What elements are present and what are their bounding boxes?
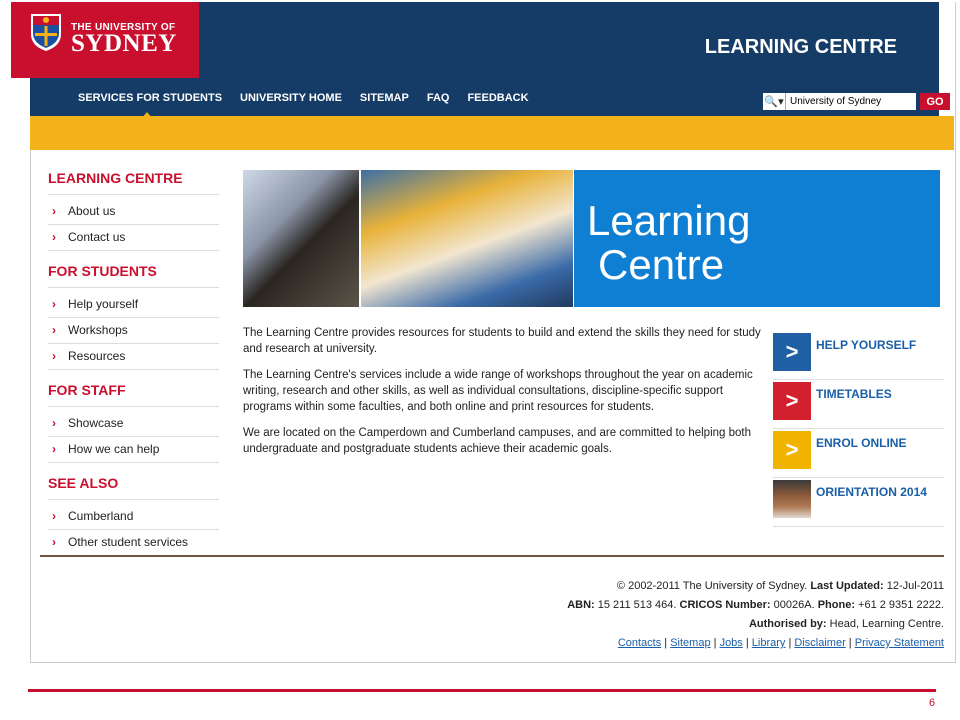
person-photo-icon — [773, 480, 811, 518]
sidebar-item-label: Cumberland — [68, 509, 134, 523]
sidebar-item-label: How we can help — [68, 442, 160, 456]
search-bar — [763, 93, 950, 110]
logo-text-university-of: THE UNIVERSITY OF — [71, 22, 176, 33]
phone-value: +61 2 9351 2222. — [858, 599, 944, 611]
abn-label: ABN: — [567, 599, 595, 611]
sidebar-group-learning-centre — [48, 170, 219, 251]
copyright-text: © 2002-2011 The University of Sydney. — [616, 580, 808, 592]
sidebar-item-label: Contact us — [68, 230, 126, 244]
footer-copyright — [567, 577, 944, 596]
footer-link-contacts[interactable]: Contacts — [617, 637, 662, 649]
sidebar-heading[interactable]: FOR STAFF — [48, 382, 219, 407]
footer-link-jobs[interactable]: Jobs — [719, 637, 743, 649]
footer-registration — [567, 596, 944, 615]
sidebar-item-label: Showcase — [68, 416, 124, 430]
nav-sitemap[interactable]: SITEMAP — [359, 92, 409, 104]
cricos-label: CRICOS Number: — [679, 599, 771, 611]
footer-link-sitemap[interactable]: Sitemap — [670, 637, 711, 649]
quick-links — [773, 331, 944, 527]
chevron-right-icon: › — [52, 509, 56, 523]
arrow-right-icon: > — [773, 382, 811, 420]
chevron-right-icon: › — [52, 416, 56, 430]
logo-text-sydney: SYDNEY — [71, 30, 177, 57]
quicklink-label: ENROL ONLINE — [816, 436, 907, 450]
search-icon[interactable]: 🔍▾ — [763, 93, 786, 110]
sidebar-item-workshops[interactable] — [48, 318, 219, 344]
hero-banner — [243, 170, 940, 307]
sidebar-item-resources[interactable] — [48, 344, 219, 370]
footer-link-library[interactable]: Library — [751, 637, 786, 649]
sidebar-item-about-us[interactable] — [48, 199, 219, 225]
intro-paragraph: The Learning Centre provides resources for students to build and extend the skills they need for study and research at university. — [243, 327, 761, 355]
quicklink-label: ORIENTATION 2014 — [816, 485, 927, 499]
sidebar-item-label: Resources — [68, 349, 126, 363]
nav-university-home[interactable]: UNIVERSITY HOME — [240, 92, 342, 104]
quicklink-label: TIMETABLES — [816, 387, 892, 401]
crest-icon — [29, 12, 63, 52]
sidebar-item-label: Help yourself — [68, 297, 139, 311]
footer-authorised — [567, 615, 944, 634]
chevron-right-icon: › — [52, 297, 56, 311]
quicklink-help-yourself[interactable] — [773, 331, 944, 380]
nav-feedback[interactable]: FEEDBACK — [467, 92, 529, 104]
sidebar-item-other-student-services[interactable] — [48, 530, 219, 556]
footer-link-disclaimer[interactable]: Disclaimer — [794, 637, 846, 649]
sidebar — [48, 170, 219, 568]
cricos-value: 00026A. — [773, 599, 815, 611]
sidebar-item-contact-us[interactable] — [48, 225, 219, 251]
chevron-right-icon: › — [52, 230, 56, 244]
search-input[interactable] — [786, 93, 916, 110]
footer-link-privacy-statement[interactable]: Privacy Statement — [854, 637, 944, 649]
sidebar-item-label: Other student services — [68, 535, 189, 549]
footer-links: Contacts | Sitemap | Jobs | Library | Disclaimer | Privacy Statement — [617, 637, 944, 649]
sidebar-item-cumberland[interactable] — [48, 504, 219, 530]
abn-value: 15 211 513 464. — [597, 599, 677, 611]
footer-divider — [40, 555, 944, 557]
location-paragraph: We are located on the Camperdown and Cumberland campuses, and are committed to helping both undergraduate and postgraduate students achieve their academic goals. — [243, 427, 751, 455]
nav-faq[interactable]: FAQ — [426, 92, 450, 104]
sidebar-item-label: About us — [68, 204, 116, 218]
sidebar-heading[interactable]: SEE ALSO — [48, 475, 219, 500]
slide-bottom-rule — [28, 689, 936, 692]
chevron-right-icon: › — [52, 535, 56, 549]
page-footer — [567, 577, 944, 653]
students-photo-image — [361, 170, 573, 307]
last-updated-value: 12-Jul-2011 — [886, 580, 944, 592]
gold-band — [30, 116, 954, 150]
last-updated-label: Last Updated: — [810, 580, 884, 592]
quicklink-enrol-online[interactable] — [773, 429, 944, 478]
phone-label: Phone: — [817, 599, 855, 611]
page-number: 6 — [929, 697, 936, 709]
chevron-right-icon: › — [52, 323, 56, 337]
quicklink-timetables[interactable] — [773, 380, 944, 429]
main-content — [243, 325, 763, 467]
nav-services-for-students[interactable]: SERVICES FOR STUDENTS — [78, 92, 223, 104]
authorised-label: Authorised by: — [748, 618, 827, 630]
university-logo[interactable] — [11, 2, 199, 78]
banner-title-line2: Centre — [598, 241, 725, 288]
sidebar-item-help-yourself[interactable] — [48, 292, 219, 318]
sidebar-group-for-students — [48, 263, 219, 370]
sidebar-heading[interactable]: FOR STUDENTS — [48, 263, 219, 288]
chevron-right-icon: › — [52, 204, 56, 218]
arrow-right-icon: > — [773, 333, 811, 371]
search-go-button[interactable]: GO — [920, 93, 950, 110]
sidebar-item-how-we-can-help[interactable] — [48, 437, 219, 463]
sidebar-heading[interactable]: LEARNING CENTRE — [48, 170, 219, 195]
sidebar-item-showcase[interactable] — [48, 411, 219, 437]
arrow-right-icon: > — [773, 431, 811, 469]
authorised-value: Head, Learning Centre. — [829, 618, 944, 630]
banner-title-line1: Learning — [587, 197, 751, 244]
thinker-statue-image — [243, 170, 359, 307]
services-paragraph: The Learning Centre's services include a wide range of workshops throughout the year on academic writing, research and other skills, as well as individual consultations, discipline-specific support programs within some faculties, and both online and print resources for students. — [243, 369, 753, 413]
sidebar-item-label: Workshops — [68, 323, 128, 337]
chevron-right-icon: › — [52, 442, 56, 456]
quicklink-label: HELP YOURSELF — [816, 338, 917, 352]
quicklink-orientation-2014[interactable] — [773, 478, 944, 527]
sidebar-group-for-staff — [48, 382, 219, 463]
top-navigation — [78, 92, 529, 104]
banner-title-panel — [574, 170, 940, 307]
site-title: LEARNING CENTRE — [704, 36, 897, 58]
sidebar-group-see-also — [48, 475, 219, 556]
chevron-right-icon: › — [52, 349, 56, 363]
